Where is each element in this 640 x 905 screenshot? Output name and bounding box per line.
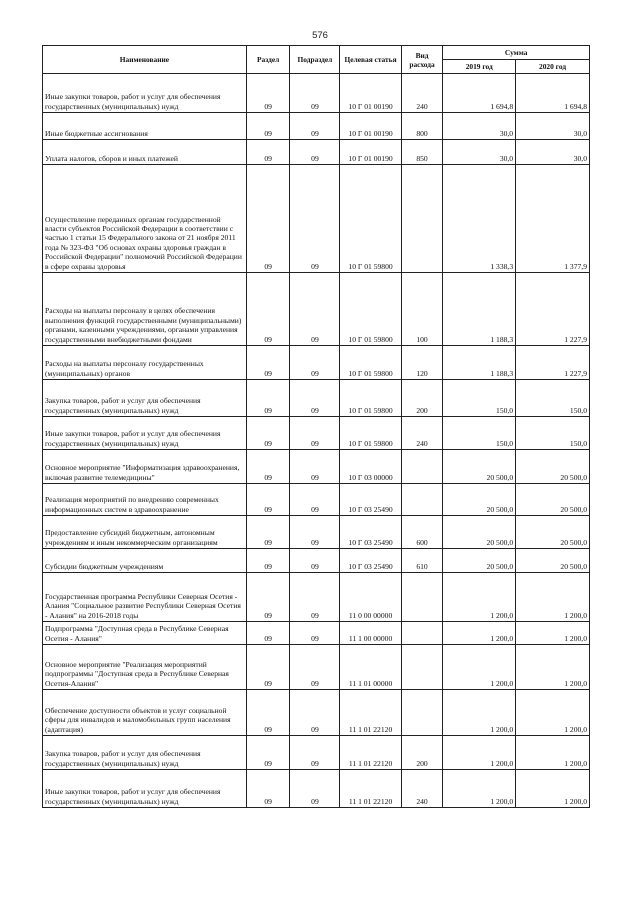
row-sum-2019: 1 200,0 — [443, 622, 516, 645]
row-sum-2019: 1 200,0 — [443, 573, 516, 622]
row-expense-type: 120 — [401, 346, 443, 380]
row-sum-2020: 1 200,0 — [516, 736, 590, 770]
row-subsection: 09 — [290, 484, 340, 516]
table-row — [43, 140, 590, 165]
row-expense-type: 600 — [401, 516, 443, 549]
row-target: 11 1 01 22120 — [340, 736, 401, 770]
row-sum-2020: 1 200,0 — [516, 573, 590, 622]
row-sum-2019: 20 500,0 — [443, 549, 516, 573]
row-target: 10 Г 01 00190 — [340, 140, 401, 165]
table-row — [43, 484, 590, 516]
row-section: 09 — [246, 573, 290, 622]
table-row — [43, 690, 590, 736]
row-subsection: 09 — [290, 113, 340, 140]
table-row — [43, 645, 590, 690]
row-sum-2020: 1 200,0 — [516, 690, 590, 736]
table-header — [43, 46, 590, 74]
row-section: 09 — [246, 74, 290, 113]
row-sum-2020: 1 200,0 — [516, 645, 590, 690]
row-sum-2020: 1 227,9 — [516, 346, 590, 380]
row-section: 09 — [246, 450, 290, 484]
row-section: 09 — [246, 622, 290, 645]
row-subsection: 09 — [290, 516, 340, 549]
row-name: Иные бюджетные ассигнования — [43, 113, 247, 140]
row-target: 10 Г 01 59800 — [340, 273, 401, 346]
row-sum-2020: 1 200,0 — [516, 622, 590, 645]
table-row — [43, 622, 590, 645]
row-subsection: 09 — [290, 736, 340, 770]
row-subsection: 09 — [290, 549, 340, 573]
row-sum-2019: 20 500,0 — [443, 450, 516, 484]
table-row — [43, 736, 590, 770]
row-sum-2020: 20 500,0 — [516, 549, 590, 573]
row-sum-2019: 1 200,0 — [443, 770, 516, 808]
row-section: 09 — [246, 380, 290, 417]
row-expense-type: 800 — [401, 113, 443, 140]
row-sum-2019: 20 500,0 — [443, 516, 516, 549]
row-section: 09 — [246, 690, 290, 736]
row-name: Субсидии бюджетным учреждениям — [43, 549, 247, 573]
row-name: Предоставление субсидий бюджетным, автономным учреждениям и иным некоммерческим организациям — [43, 516, 247, 549]
row-sum-2020: 1 200,0 — [516, 770, 590, 808]
row-sum-2020: 20 500,0 — [516, 450, 590, 484]
row-expense-type — [401, 690, 443, 736]
row-name: Иные закупки товаров, работ и услуг для обеспечения государственных (муниципальных) нужд — [43, 770, 247, 808]
row-subsection: 09 — [290, 273, 340, 346]
table-row — [43, 165, 590, 273]
table-body — [43, 74, 590, 808]
row-sum-2020: 1 227,9 — [516, 273, 590, 346]
row-expense-type — [401, 622, 443, 645]
table-row — [43, 573, 590, 622]
row-section: 09 — [246, 346, 290, 380]
row-expense-type: 200 — [401, 380, 443, 417]
row-target: 11 1 01 22120 — [340, 770, 401, 808]
row-name: Расходы на выплаты персоналу в целях обеспечения выполнения функций государственными (муниципальными) органами, казенными учреждениями, органами управления государственными внебюджетными фондами — [43, 273, 247, 346]
table-row — [43, 450, 590, 484]
row-name: Уплата налогов, сборов и иных платежей — [43, 140, 247, 165]
row-expense-type: 850 — [401, 140, 443, 165]
row-target: 11 1 01 22120 — [340, 690, 401, 736]
row-expense-type: 100 — [401, 273, 443, 346]
row-target: 11 1 00 00000 — [340, 622, 401, 645]
row-expense-type — [401, 450, 443, 484]
table-row — [43, 770, 590, 808]
row-name: Подпрограмма "Доступная среда в Республике Северная Осетия - Алания" — [43, 622, 247, 645]
row-sum-2019: 1 200,0 — [443, 736, 516, 770]
row-sum-2020: 30,0 — [516, 140, 590, 165]
table-row — [43, 74, 590, 113]
row-name: Закупка товаров, работ и услуг для обеспечения государственных (муниципальных) нужд — [43, 380, 247, 417]
row-sum-2020: 20 500,0 — [516, 484, 590, 516]
table-row — [43, 346, 590, 380]
header-section: Раздел — [246, 46, 290, 74]
row-section: 09 — [246, 113, 290, 140]
row-name: Осуществление переданных органам государственной власти субъектов Российской Федерации в соответствии с частью 1 статьи 15 Федерального закона от 21 ноября 2011 года № 323-ФЗ "Об основах охраны здоровья граждан в Российской Федерации" полномочий Российской Федерации в сфере охраны здоровья — [43, 165, 247, 273]
row-target: 10 Г 03 25490 — [340, 484, 401, 516]
row-subsection: 09 — [290, 380, 340, 417]
row-expense-type: 200 — [401, 736, 443, 770]
row-sum-2020: 20 500,0 — [516, 516, 590, 549]
row-subsection: 09 — [290, 770, 340, 808]
table-row — [43, 417, 590, 450]
row-expense-type: 240 — [401, 770, 443, 808]
row-target: 11 1 01 00000 — [340, 645, 401, 690]
row-section: 09 — [246, 484, 290, 516]
table-row — [43, 273, 590, 346]
row-subsection: 09 — [290, 74, 340, 113]
row-expense-type: 240 — [401, 74, 443, 113]
budget-table — [42, 45, 590, 808]
row-subsection: 09 — [290, 450, 340, 484]
row-name: Обеспечение доступности объектов и услуг социальной сферы для инвалидов и маломобильных групп населения (адаптация) — [43, 690, 247, 736]
row-subsection: 09 — [290, 645, 340, 690]
row-subsection: 09 — [290, 140, 340, 165]
row-expense-type: 610 — [401, 549, 443, 573]
row-target: 10 Г 01 59800 — [340, 165, 401, 273]
row-sum-2019: 30,0 — [443, 140, 516, 165]
row-target: 10 Г 03 25490 — [340, 516, 401, 549]
row-name: Расходы на выплаты персоналу государственных (муниципальных) органов — [43, 346, 247, 380]
row-expense-type — [401, 165, 443, 273]
row-sum-2019: 1 200,0 — [443, 645, 516, 690]
row-target: 10 Г 01 59800 — [340, 346, 401, 380]
row-expense-type — [401, 645, 443, 690]
row-sum-2019: 150,0 — [443, 380, 516, 417]
row-expense-type — [401, 573, 443, 622]
row-subsection: 09 — [290, 573, 340, 622]
row-subsection: 09 — [290, 165, 340, 273]
row-target: 10 Г 03 00000 — [340, 450, 401, 484]
row-subsection: 09 — [290, 622, 340, 645]
header-2020: 2020 год — [516, 60, 590, 74]
header-sum: Сумма — [443, 46, 590, 60]
row-sum-2020: 30,0 — [516, 113, 590, 140]
row-target: 11 0 00 00000 — [340, 573, 401, 622]
row-target: 10 Г 01 00190 — [340, 113, 401, 140]
row-sum-2019: 1 188,3 — [443, 273, 516, 346]
header-name: Наименование — [43, 46, 247, 74]
header-expense-type: Вид расхода — [401, 46, 443, 74]
row-section: 09 — [246, 165, 290, 273]
row-name: Основное мероприятие "Реализация мероприятий подпрограммы "Доступная среда в Республике Северная Осетия-Алания" — [43, 645, 247, 690]
row-sum-2019: 20 500,0 — [443, 484, 516, 516]
row-target: 10 Г 01 59800 — [340, 380, 401, 417]
table-row — [43, 549, 590, 573]
row-target: 10 Г 03 25490 — [340, 549, 401, 573]
row-name: Реализация мероприятий по внедрению современных информационных систем в здравоохранение — [43, 484, 247, 516]
row-section: 09 — [246, 549, 290, 573]
row-sum-2020: 1 694,8 — [516, 74, 590, 113]
row-sum-2020: 150,0 — [516, 380, 590, 417]
row-name: Основное мероприятие "Информатизация здравоохранения, включая развитие телемедицины" — [43, 450, 247, 484]
row-section: 09 — [246, 417, 290, 450]
header-target: Целевая статья — [340, 46, 401, 74]
row-section: 09 — [246, 736, 290, 770]
table-row — [43, 113, 590, 140]
table-row — [43, 380, 590, 417]
row-sum-2020: 1 377,9 — [516, 165, 590, 273]
row-sum-2019: 30,0 — [443, 113, 516, 140]
header-subsection: Подраздел — [290, 46, 340, 74]
row-target: 10 Г 01 59800 — [340, 417, 401, 450]
page-number: 576 — [312, 30, 328, 41]
row-sum-2019: 150,0 — [443, 417, 516, 450]
row-subsection: 09 — [290, 346, 340, 380]
row-name: Закупка товаров, работ и услуг для обеспечения государственных (муниципальных) нужд — [43, 736, 247, 770]
row-section: 09 — [246, 645, 290, 690]
row-subsection: 09 — [290, 690, 340, 736]
header-2019: 2019 год — [443, 60, 516, 74]
table-row — [43, 516, 590, 549]
row-sum-2019: 1 200,0 — [443, 690, 516, 736]
row-sum-2019: 1 694,8 — [443, 74, 516, 113]
row-sum-2019: 1 338,3 — [443, 165, 516, 273]
row-expense-type: 240 — [401, 417, 443, 450]
row-name: Государственная программа Республики Северная Осетия - Алания "Социальное развитие Республики Северная Осетия - Алания" на 2016-2018 годы — [43, 573, 247, 622]
row-section: 09 — [246, 770, 290, 808]
row-sum-2020: 150,0 — [516, 417, 590, 450]
row-section: 09 — [246, 140, 290, 165]
row-expense-type — [401, 484, 443, 516]
row-section: 09 — [246, 273, 290, 346]
row-target: 10 Г 01 00190 — [340, 74, 401, 113]
row-subsection: 09 — [290, 417, 340, 450]
row-sum-2019: 1 188,3 — [443, 346, 516, 380]
row-section: 09 — [246, 516, 290, 549]
row-name: Иные закупки товаров, работ и услуг для обеспечения государственных (муниципальных) нужд — [43, 74, 247, 113]
row-name: Иные закупки товаров, работ и услуг для обеспечения государственных (муниципальных) нужд — [43, 417, 247, 450]
